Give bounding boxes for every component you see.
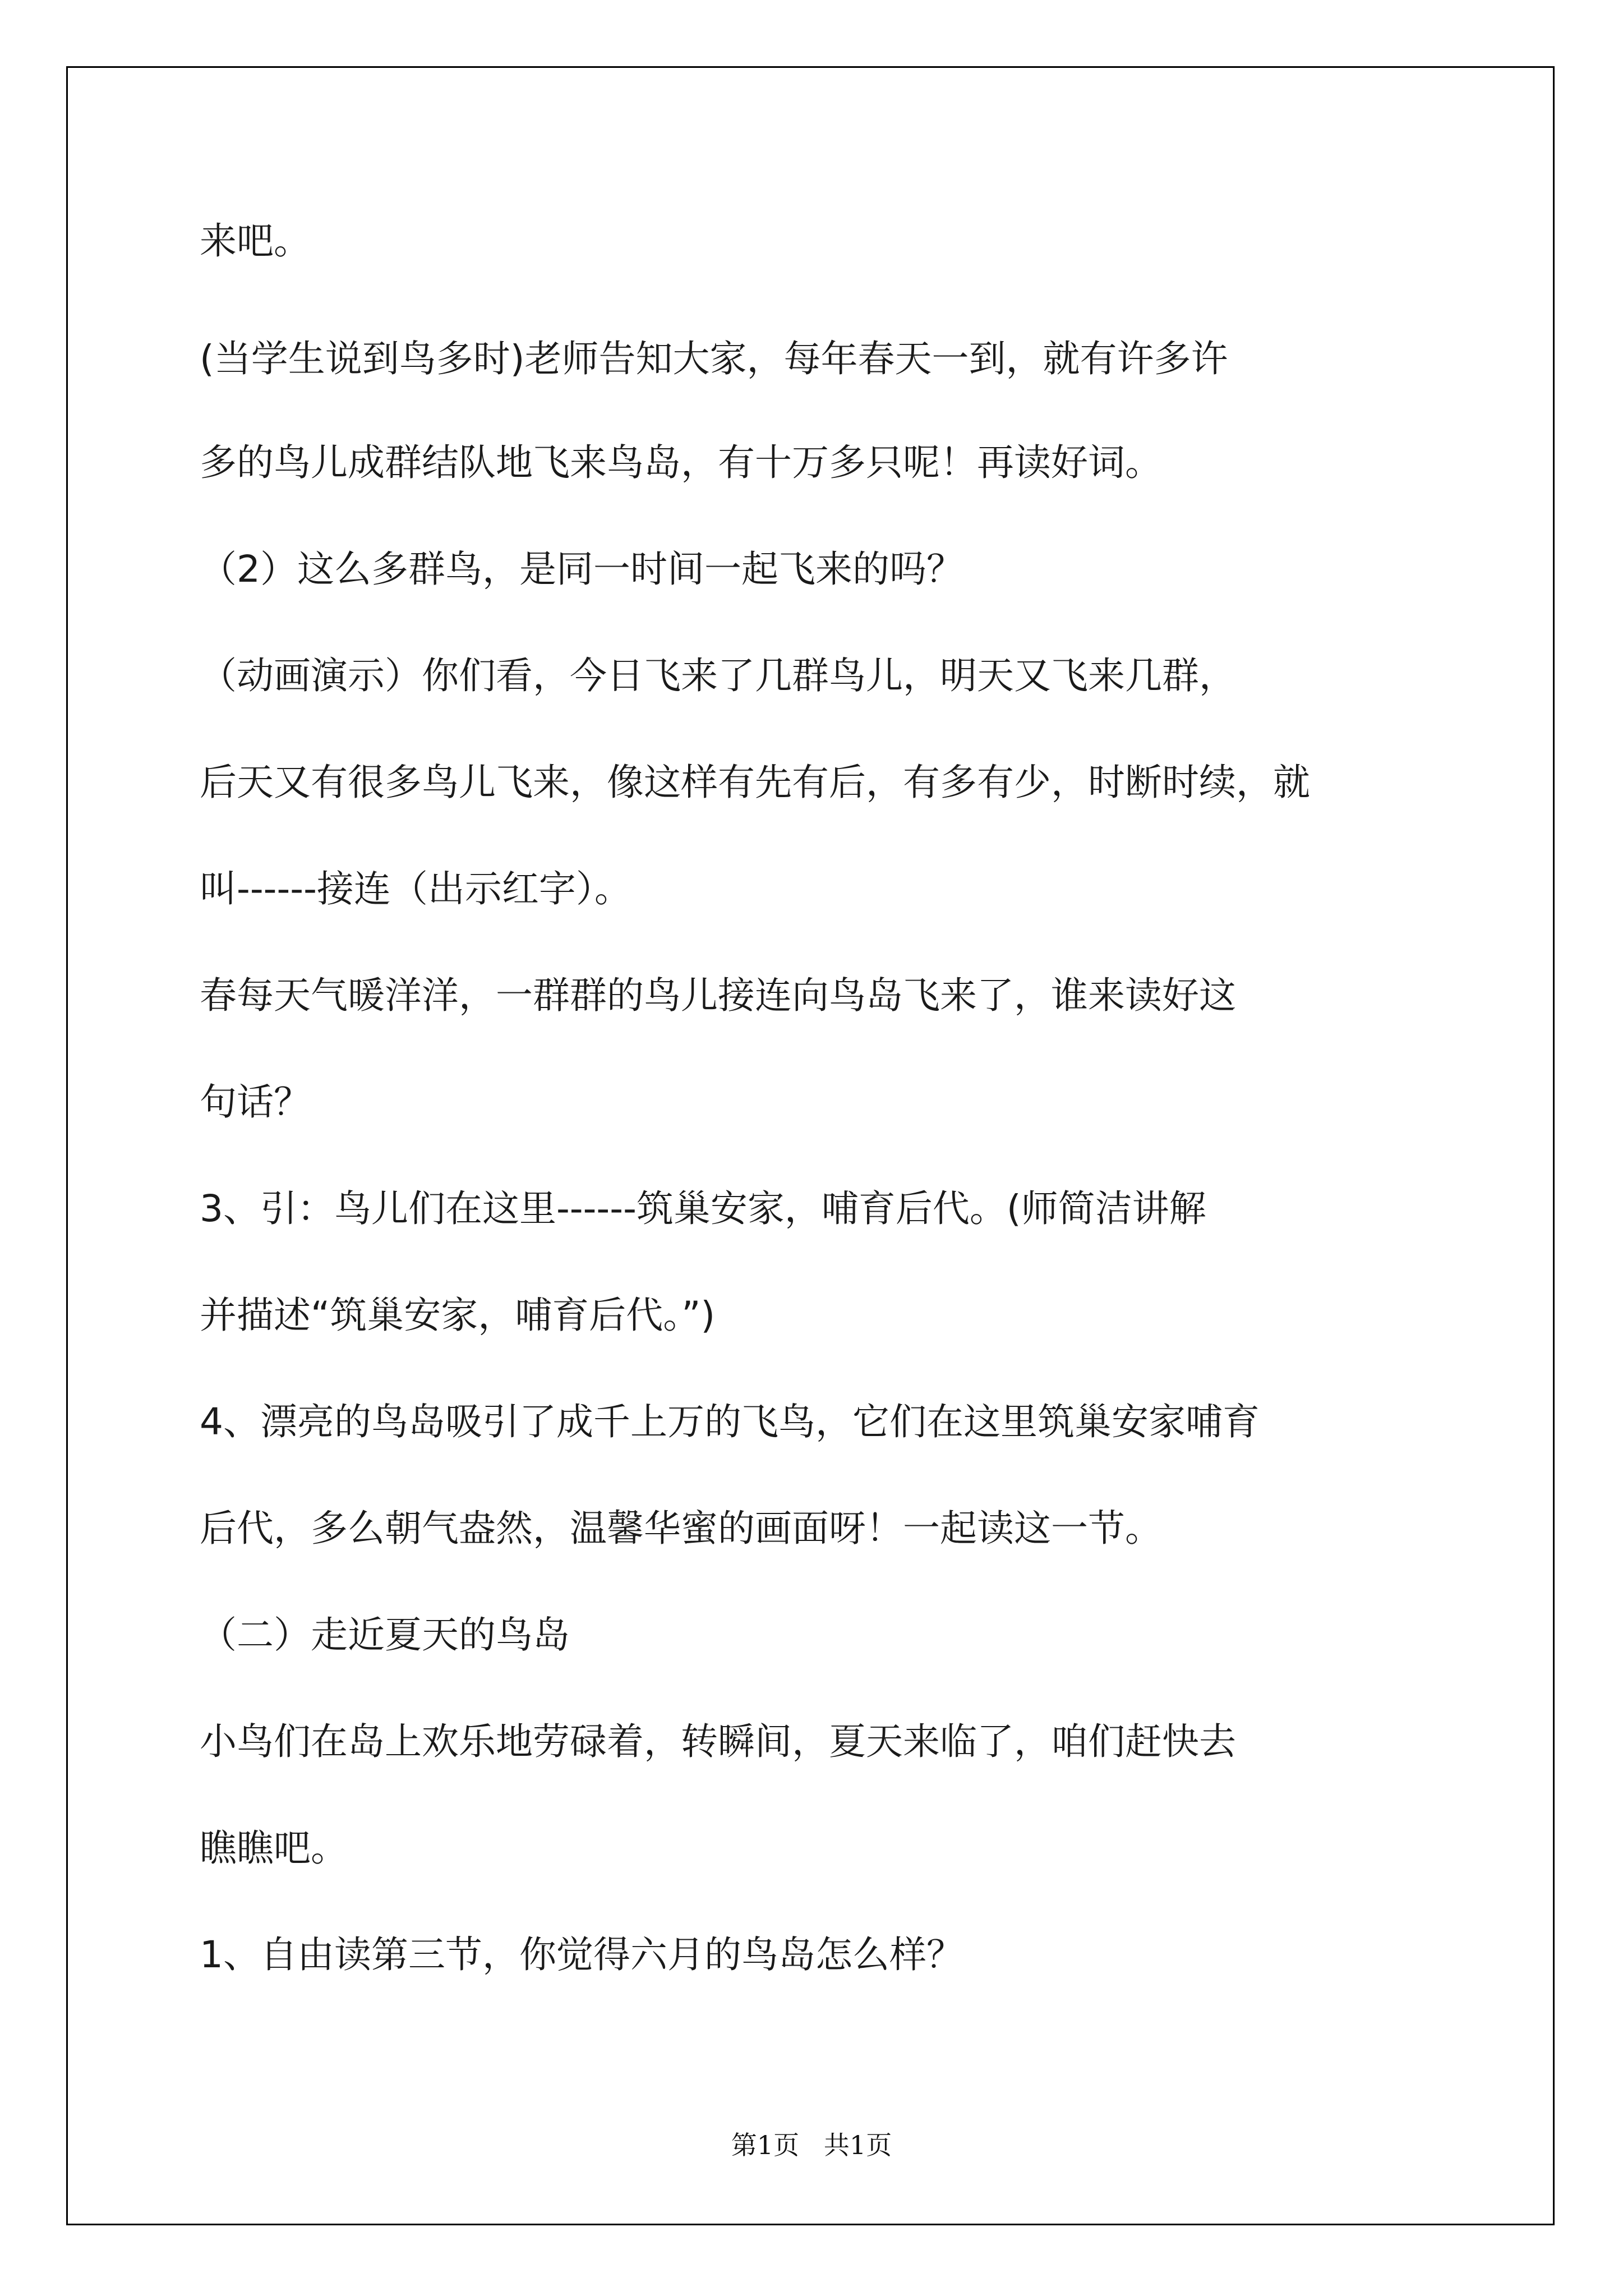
text-line-16: 瞧瞧吧。 xyxy=(200,1826,348,1870)
text-line-11: 并描述“筑巢安家，哺育后代。”) xyxy=(200,1294,716,1337)
text-line-13: 后代，多么朝气盎然，温馨华蜜的画面呀！一起读这一节。 xyxy=(200,1507,1162,1550)
text-line-6: 后天又有很多鸟儿飞来，像这样有先有后，有多有少，时断时续，就 xyxy=(200,761,1310,804)
page-footer: 第1页 共1页 xyxy=(731,2130,892,2160)
text-line-8: 春每天气暖洋洋，一群群的鸟儿接连向鸟岛飞来了，谁来读好这 xyxy=(200,974,1236,1017)
text-line-2: (当学生说到鸟多时)老师告知大家，每年春天一到，就有许多许 xyxy=(200,337,1228,380)
page-border xyxy=(66,66,1555,2225)
text-line-4: （2）这么多群鸟，是同一时间一起飞来的吗？ xyxy=(200,547,963,591)
text-line-10: 3、引：鸟儿们在这里------筑巢安家，哺育后代。(师简洁讲解 xyxy=(200,1187,1206,1230)
text-line-9: 句话？ xyxy=(200,1080,311,1124)
text-line-7: 叫------接连（出示红字）。 xyxy=(200,867,631,910)
text-line-12: 4、漂亮的鸟岛吸引了成千上万的飞鸟，它们在这里筑巢安家哺育 xyxy=(200,1400,1260,1443)
text-line-5: （动画演示）你们看，今日飞来了几群鸟儿，明天又飞来几群， xyxy=(200,654,1236,697)
text-line-15: 小鸟们在岛上欢乐地劳碌着，转瞬间，夏天来临了，咱们赶快去 xyxy=(200,1720,1236,1763)
text-line-1: 来吧。 xyxy=(200,219,311,263)
text-line-14: （二）走近夏天的鸟岛 xyxy=(200,1613,570,1657)
text-line-3: 多的鸟儿成群结队地飞来鸟岛，有十万多只呢！再读好词。 xyxy=(200,441,1162,484)
text-line-17: 1、自由读第三节，你觉得六月的鸟岛怎么样？ xyxy=(200,1933,963,1976)
